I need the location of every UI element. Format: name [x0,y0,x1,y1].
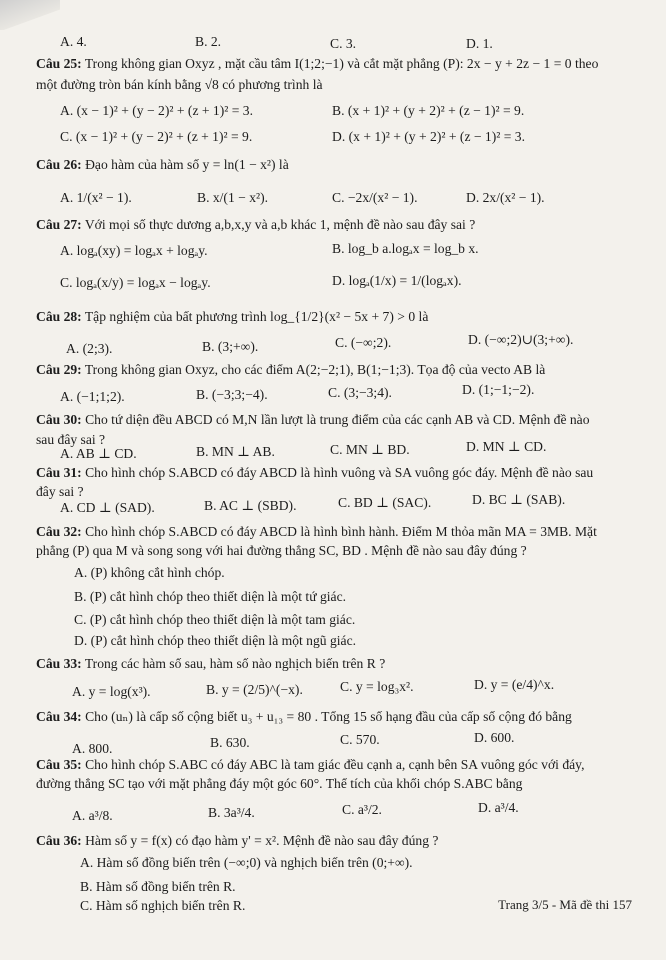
option-c: C. 3. [330,36,357,51]
question-number: Câu 31: [36,465,82,480]
option-b: B. MN ⊥ AB. [196,444,275,459]
option-b: B. AC ⊥ (SBD). [204,498,297,513]
option-b: B. x/(1 − x²). [197,190,269,205]
option-b: B. (x + 1)² + (y + 2)² + (z − 1)² = 9. [332,103,525,118]
option-b: B. y = (2/5)^(−x). [206,682,303,697]
question-number: Câu 25: [36,56,82,71]
question-text: Cho hình chóp S.ABCD có đáy ABCD là hình bình hành. Điểm M thỏa mãn MA = 3MB. Mặt [85,524,597,539]
question-number: Câu 36: [36,833,82,848]
question-number: Câu 28: [36,309,82,324]
question-text-cont: đây sai ? [36,484,84,499]
question-text: Trong các hàm số sau, hàm số nào nghịch biến trên R ? [84,656,386,671]
option-b: B. 630. [210,735,250,750]
option-a: A. (2;3). [66,341,113,356]
question-34-stem [36,709,572,725]
question-text: Hàm số y = f(x) có đạo hàm y' = x². Mệnh đề nào sau đây đúng ? [85,833,439,848]
option-c: C. (P) cắt hình chóp theo thiết diện là một tam giác. [74,612,356,627]
question-number: Câu 26: [36,157,82,172]
option-b: B. Hàm số đồng biến trên R. [80,879,236,894]
option-b: B. 2. [195,34,222,49]
question-33-stem [36,656,385,672]
question-text: Cho tứ diện đều ABCD có M,N lần lượt là trung điểm của các cạnh AB và CD. Mệnh đề nào [85,412,590,427]
question-32-stem [36,524,597,540]
question-30-stem [36,412,590,428]
option-a: A. (−1;1;2). [60,389,125,404]
question-text: Cho hình chóp S.ABCD có đáy ABCD là hình vuông và SA vuông góc đáy. Mệnh đề nào sau [85,465,594,480]
option-d: D. (x + 1)² + (y + 2)² + (z − 1)² = 3. [332,129,525,144]
option-a: A. (x − 1)² + (y − 2)² + (z + 1)² = 3. [60,103,253,118]
question-text: Đạo hàm của hàm số y = ln(1 − x²) là [85,157,289,172]
option-a: A. 800. [72,741,113,756]
question-text: Cho (uₙ) là cấp số cộng biết u₃ + u₁₃ = 80 . Tổng 15 số hạng đầu của cấp số cộng đó bằng [85,709,572,724]
option-d: D. MN ⊥ CD. [466,439,547,454]
question-number: Câu 27: [36,217,82,232]
option-c: C. (−∞;2). [335,335,392,350]
option-c: C. (x − 1)² + (y − 2)² + (z + 1)² = 9. [60,129,253,144]
question-29-stem [36,362,545,378]
option-d: D. (P) cắt hình chóp theo thiết diện là một ngũ giác. [74,633,357,648]
option-a: A. CD ⊥ (SAD). [60,500,155,515]
question-text: Với mọi số thực dương a,b,x,y và a,b khác 1, mệnh đề nào sau đây sai ? [84,217,476,232]
option-d: D. y = (e/4)^x. [474,677,555,692]
option-c: C. MN ⊥ BD. [330,442,410,457]
option-c: C. logₐ(x/y) = logₐx − logₐy. [60,275,211,290]
option-b: B. log_b a.logₐx = log_b x. [332,241,479,256]
option-c: C. (3;−3;4). [328,385,392,400]
question-text: Trong không gian Oxyz , mặt cầu tâm I(1;2;−1) và cắt mặt phẳng (P): 2x − y + 2z − 1 = 0 theo [84,56,599,71]
question-text: Cho hình chóp S.ABC có đáy ABC là tam giác đều cạnh a, cạnh bên SA vuông góc với đáy, [85,757,585,772]
question-text: Trong không gian Oxyz, cho các điểm A(2;−2;1), B(1;−1;3). Tọa độ của vecto AB là [84,362,546,377]
question-text-cont: sau đây sai ? [36,432,106,447]
option-a: A. Hàm số đồng biến trên (−∞;0) và nghịch biến trên (0;+∞). [80,855,413,870]
question-text: Tập nghiệm của bất phương trình log_{1/2}(x² − 5x + 7) > 0 là [84,309,429,324]
question-31-stem [36,465,593,481]
option-b: B. (P) cắt hình chóp theo thiết diện là một tứ giác. [74,589,347,604]
option-d: D. (1;−1;−2). [462,382,535,397]
option-c: C. Hàm số nghịch biến trên R. [80,898,246,913]
option-a: A. logₐ(xy) = logₐx + logₐy. [60,243,208,258]
option-b: B. (−3;3;−4). [196,387,268,402]
question-25-stem [36,56,598,72]
option-d: D. (−∞;2)∪(3;+∞). [468,332,574,347]
question-text-cont: một đường tròn bán kính bằng √8 có phương trình là [36,77,323,92]
option-d: D. logₐ(1/x) = 1/(logₐx). [332,273,462,288]
question-26-stem [36,157,289,173]
question-number: Câu 34: [36,709,82,724]
option-a: A. y = log(x³). [72,684,151,699]
option-d: D. a³/4. [478,800,519,815]
page-fold-shadow [0,0,60,30]
question-number: Câu 35: [36,757,82,772]
option-d: D. BC ⊥ (SAB). [472,492,566,507]
option-d: D. 2x/(x² − 1). [466,190,545,205]
option-b: B. 3a³/4. [208,805,255,820]
option-a: A. AB ⊥ CD. [60,446,137,461]
question-number: Câu 33: [36,656,82,671]
page-footer: Trang 3/5 - Mã đề thi 157 [498,897,632,912]
question-35-stem [36,757,585,773]
question-text-cont: đường thẳng SC tạo với mặt phẳng đáy một góc 60°. Thể tích của khối chóp S.ABC bằng [36,776,523,791]
option-c: C. a³/2. [342,802,382,817]
option-b: B. (3;+∞). [202,339,259,354]
question-36-stem [36,833,438,849]
question-28-stem [36,309,428,325]
option-a: A. 1/(x² − 1). [60,190,132,205]
option-c: C. BD ⊥ (SAC). [338,495,432,510]
question-number: Câu 30: [36,412,82,427]
option-a: A. (P) không cắt hình chóp. [74,565,225,580]
option-c: C. −2x/(x² − 1). [332,190,418,205]
option-c: C. 570. [340,732,380,747]
question-27-stem [36,217,475,233]
question-number: Câu 32: [36,524,82,539]
question-text-cont: phẳng (P) qua M và song song với hai đường thẳng SC, BD . Mệnh đề nào sau đây đúng ? [36,543,527,558]
option-a: A. 4. [60,34,87,49]
option-d: D. 1. [466,36,493,51]
question-number: Câu 29: [36,362,82,377]
option-a: A. a³/8. [72,808,113,823]
option-c: C. y = log₃x². [340,679,414,694]
option-d: D. 600. [474,730,515,745]
